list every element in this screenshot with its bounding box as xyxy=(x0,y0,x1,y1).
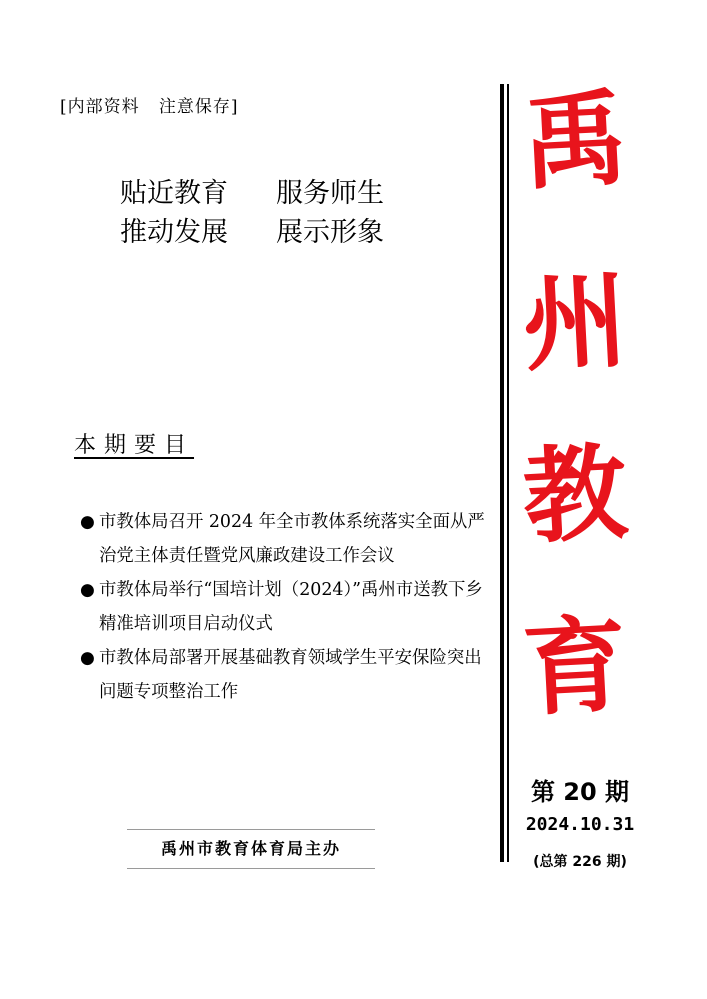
toc-item-text: 市教体局举行“国培计划（2024）”禹州市送教下乡精准培训项目启动仪式 xyxy=(99,580,483,634)
masthead-char: 禹 xyxy=(519,76,631,205)
slogan-line-2 xyxy=(120,215,384,251)
issue-date: 2024.10.31 xyxy=(525,814,635,835)
publisher-label: 禹州市教育体育局主办 xyxy=(160,839,341,858)
bullet-icon: ● xyxy=(80,648,95,668)
toc-list xyxy=(80,505,486,709)
toc-item-text: 市教体局部署开展基础教育领域学生平安保险突出问题专项整治工作 xyxy=(99,648,482,702)
toc-item xyxy=(80,641,486,709)
bullet-icon: ● xyxy=(80,512,95,532)
masthead-char: 育 xyxy=(519,602,631,731)
masthead-char: 教 xyxy=(519,430,631,559)
vertical-divider-thick xyxy=(500,84,504,862)
toc-item xyxy=(80,573,486,641)
masthead-char: 州 xyxy=(519,258,631,387)
slogan-line-1 xyxy=(120,176,384,212)
internal-material-note: [内部资料 注意保存] xyxy=(60,97,239,117)
toc-heading: 本期要目 xyxy=(74,433,195,458)
issue-total-number: (总第 226 期) xyxy=(533,854,627,870)
slogan-phrase: 贴近教育 xyxy=(120,178,228,209)
vertical-divider-thin xyxy=(507,84,509,862)
toc-item-text: 市教体局召开 2024 年全市教体系统落实全面从严治党主体责任暨党风廉政建设工作会议 xyxy=(99,512,485,566)
toc-item xyxy=(80,505,486,573)
issue-number: 第 20 期 xyxy=(530,778,630,806)
slogan-phrase: 服务师生 xyxy=(276,178,384,209)
slogan-phrase: 展示形象 xyxy=(276,217,384,248)
bullet-icon: ● xyxy=(80,580,95,600)
publisher-box xyxy=(127,829,375,869)
slogan-phrase: 推动发展 xyxy=(120,217,228,248)
